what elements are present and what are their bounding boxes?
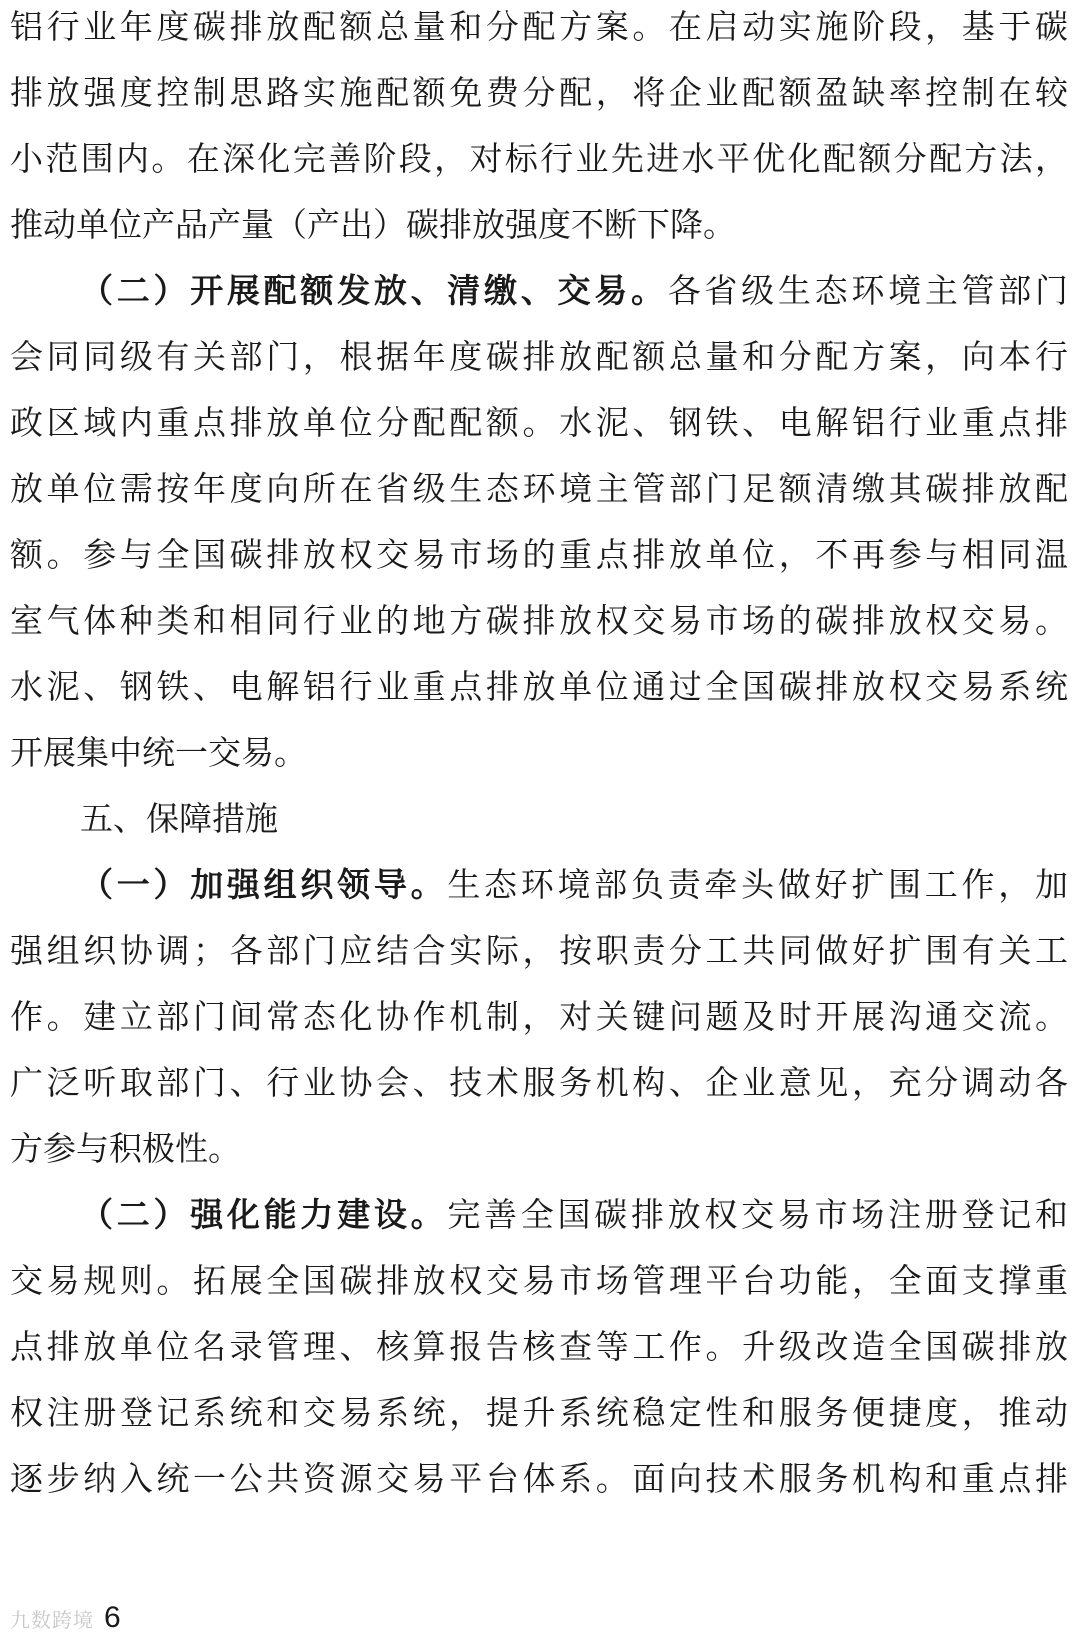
paragraph-line: 交易规则。拓展全国碳排放权交易市场管理平台功能，全面支撑重 (10, 1261, 1068, 1300)
measure-2-first-line (10, 1182, 1068, 1248)
measure-1-first-line (10, 852, 1068, 918)
measure-1-first-rest: 生态环境部负责牵头做好扩围工作，加 (447, 865, 1068, 904)
page-footer (10, 1600, 121, 1636)
section-2-first-rest: 各省级生态环境主管部门 (667, 271, 1068, 310)
paragraph-line: 政区域内重点排放单位分配配额。水泥、钢铁、电解铝行业重点排 (10, 403, 1068, 442)
section-2-lead: （二）开展配额发放、清缴、交易。 (80, 271, 668, 310)
paragraph-line: 逐步纳入统一公共资源交易平台体系。面向技术服务机构和重点排 (10, 1459, 1068, 1498)
paragraph-line: 水泥、钢铁、电解铝行业重点排放单位通过全国碳排放权交易系统 (10, 667, 1068, 706)
paragraph-line: 推动单位产品产量（产出）碳排放强度不断下降。 (10, 205, 736, 244)
paragraph-line: 放单位需按年度向所在省级生态环境主管部门足额清缴其碳排放配 (10, 469, 1068, 508)
paragraph-line: 小范围内。在深化完善阶段，对标行业先进水平优化配额分配方法， (10, 139, 1068, 178)
paragraph-line: 额。参与全国碳排放权交易市场的重点排放单位，不再参与相同温 (10, 535, 1068, 574)
paragraph-line: 开展集中统一交易。 (10, 733, 307, 772)
section-heading: 五、保障措施 (80, 799, 278, 838)
paragraph-line: 方参与积极性。 (10, 1129, 241, 1168)
paragraph-line: 强组织协调；各部门应结合实际，按职责分工共同做好扩围有关工 (10, 931, 1068, 970)
document-body (10, 0, 1068, 1512)
paragraph-line: 作。建立部门间常态化协作机制，对关键问题及时开展沟通交流。 (10, 997, 1068, 1036)
paragraph-line: 点排放单位名录管理、核算报告核查等工作。升级改造全国碳排放 (10, 1327, 1068, 1366)
paragraph-line: 室气体种类和相同行业的地方碳排放权交易市场的碳排放权交易。 (10, 601, 1068, 640)
paragraph-line: 广泛听取部门、行业协会、技术服务机构、企业意见，充分调动各 (10, 1063, 1068, 1102)
section-2-first-line (10, 258, 1068, 324)
paragraph-line: 会同同级有关部门，根据年度碳排放配额总量和分配方案，向本行 (10, 337, 1068, 376)
paragraph-line: 排放强度控制思路实施配额免费分配，将企业配额盈缺率控制在较 (10, 73, 1068, 112)
measure-2-first-rest: 完善全国碳排放权交易市场注册登记和 (447, 1195, 1068, 1234)
watermark-logo: 九数跨境 (10, 1609, 94, 1632)
measure-1-lead: （一）加强组织领导。 (80, 865, 448, 904)
page-number: 6 (104, 1601, 121, 1634)
paragraph-line: 铝行业年度碳排放配额总量和分配方案。在启动实施阶段，基于碳 (10, 7, 1068, 46)
measure-2-lead: （二）强化能力建设。 (80, 1195, 448, 1234)
paragraph-line: 权注册登记系统和交易系统，提升系统稳定性和服务便捷度，推动 (10, 1393, 1068, 1432)
